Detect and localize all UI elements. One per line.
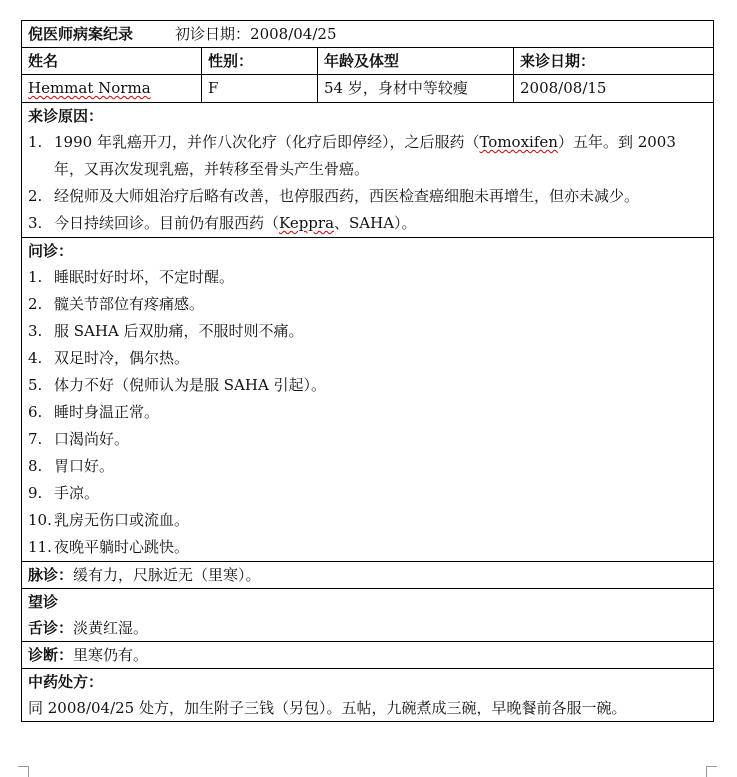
list-item	[28, 318, 707, 345]
diagnosis-label: 诊断：	[28, 646, 74, 664]
item-number: 6.	[28, 403, 43, 421]
pulse-section	[22, 562, 714, 589]
item-number: 2.	[28, 187, 43, 205]
item-number: 3.	[28, 214, 43, 232]
reason-title: 来诊原因：	[28, 107, 104, 125]
item-text-part: 今日持续回诊。目前仍有服西药（	[54, 214, 280, 232]
list-item	[28, 534, 707, 561]
inquiry-title: 问诊：	[28, 242, 74, 260]
item-text-part: 1990 年乳癌开刀，并作八次化疗（化疗后即停经），之后服药（	[54, 133, 480, 151]
col-header-age: 年龄及体型	[318, 48, 514, 75]
drug-name: Tomoxifen	[479, 133, 558, 151]
drug-name: Keppra	[279, 214, 335, 232]
list-item	[28, 453, 707, 480]
col-header-sex: 性别：	[202, 48, 318, 75]
list-item	[28, 426, 707, 453]
item-number: 9.	[28, 484, 43, 502]
list-item	[28, 480, 707, 507]
prescription-section	[22, 669, 714, 722]
list-item	[28, 183, 707, 210]
item-number: 2.	[28, 295, 43, 313]
patient-sex: F	[202, 75, 318, 103]
reason-section	[22, 103, 714, 238]
pulse-label: 脉诊：	[28, 566, 74, 584]
observation-section	[22, 589, 714, 642]
page-corner-mark	[706, 766, 717, 777]
patient-name-cell	[22, 75, 202, 103]
record-title: 倪医师病案纪录	[28, 25, 134, 43]
item-text	[54, 210, 707, 237]
reason-list	[28, 129, 707, 237]
item-number: 8.	[28, 457, 43, 475]
prescription-title: 中药处方：	[28, 673, 104, 691]
list-item	[28, 210, 707, 237]
inquiry-section	[22, 238, 714, 562]
record-header	[22, 21, 714, 48]
list-item	[28, 507, 707, 534]
item-text: 睡时身温正常。	[54, 403, 160, 421]
page-corner-mark	[18, 766, 29, 777]
item-text: 双足时冷，偶尔热。	[54, 349, 190, 367]
item-number: 7.	[28, 430, 43, 448]
item-text	[54, 129, 707, 183]
inquiry-list	[28, 264, 707, 561]
col-header-name: 姓名	[22, 48, 202, 75]
list-item	[28, 399, 707, 426]
observation-title: 望诊	[28, 593, 59, 611]
list-item	[28, 129, 707, 183]
item-text: 睡眠时好时坏，不定时醒。	[54, 268, 235, 286]
item-number: 11.	[28, 538, 52, 556]
patient-age-build: 54 岁，身材中等较瘦	[318, 75, 514, 103]
medical-record-table	[21, 20, 714, 722]
item-text: 胃口好。	[54, 457, 115, 475]
diagnosis-text: 里寒仍有。	[73, 646, 149, 664]
list-item	[28, 264, 707, 291]
item-number: 4.	[28, 349, 43, 367]
item-text: 乳房无伤口或流血。	[54, 511, 190, 529]
item-text: 经倪师及大师姐治疗后略有改善，也停服西药，西医检查癌细胞未再增生，但亦未减少。	[54, 187, 640, 205]
first-visit-label: 初诊日期：	[175, 25, 251, 43]
diagnosis-section	[22, 642, 714, 669]
list-item	[28, 345, 707, 372]
item-text: 夜晚平躺时心跳快。	[54, 538, 190, 556]
item-number: 1.	[28, 133, 43, 151]
item-number: 5.	[28, 376, 43, 394]
item-text-part: 、SAHA）。	[334, 214, 417, 232]
tongue-label: 舌诊：	[28, 619, 74, 637]
pulse-text: 缓有力，尺脉近无（里寒）。	[73, 566, 261, 584]
list-item	[28, 372, 707, 399]
item-text: 口渴尚好。	[54, 430, 130, 448]
list-item	[28, 291, 707, 318]
first-visit-date: 2008/04/25	[250, 25, 337, 43]
item-text: 手凉。	[54, 484, 100, 502]
item-text: 服 SAHA 后双肋痛，不服时则不痛。	[54, 322, 304, 340]
item-number: 10.	[28, 511, 52, 529]
tongue-text: 淡黄红湿。	[73, 619, 149, 637]
item-text-part: ）五年。到 2003 年，又再次发现乳癌，并转移至骨头产生骨癌。	[54, 133, 676, 178]
item-number: 1.	[28, 268, 43, 286]
medical-record-page	[21, 20, 713, 722]
patient-name: Hemmat Norma	[28, 79, 151, 97]
item-text: 髋关节部位有疼痛感。	[54, 295, 205, 313]
item-text: 体力不好（倪师认为是服 SAHA 引起）。	[54, 376, 327, 394]
col-header-visit-date: 来诊日期：	[514, 48, 714, 75]
prescription-text: 同 2008/04/25 处方，加生附子三钱（另包）。五帖，九碗煮成三碗，早晚餐前各服一碗。	[28, 699, 627, 717]
patient-visit-date: 2008/08/15	[514, 75, 714, 103]
item-number: 3.	[28, 322, 43, 340]
